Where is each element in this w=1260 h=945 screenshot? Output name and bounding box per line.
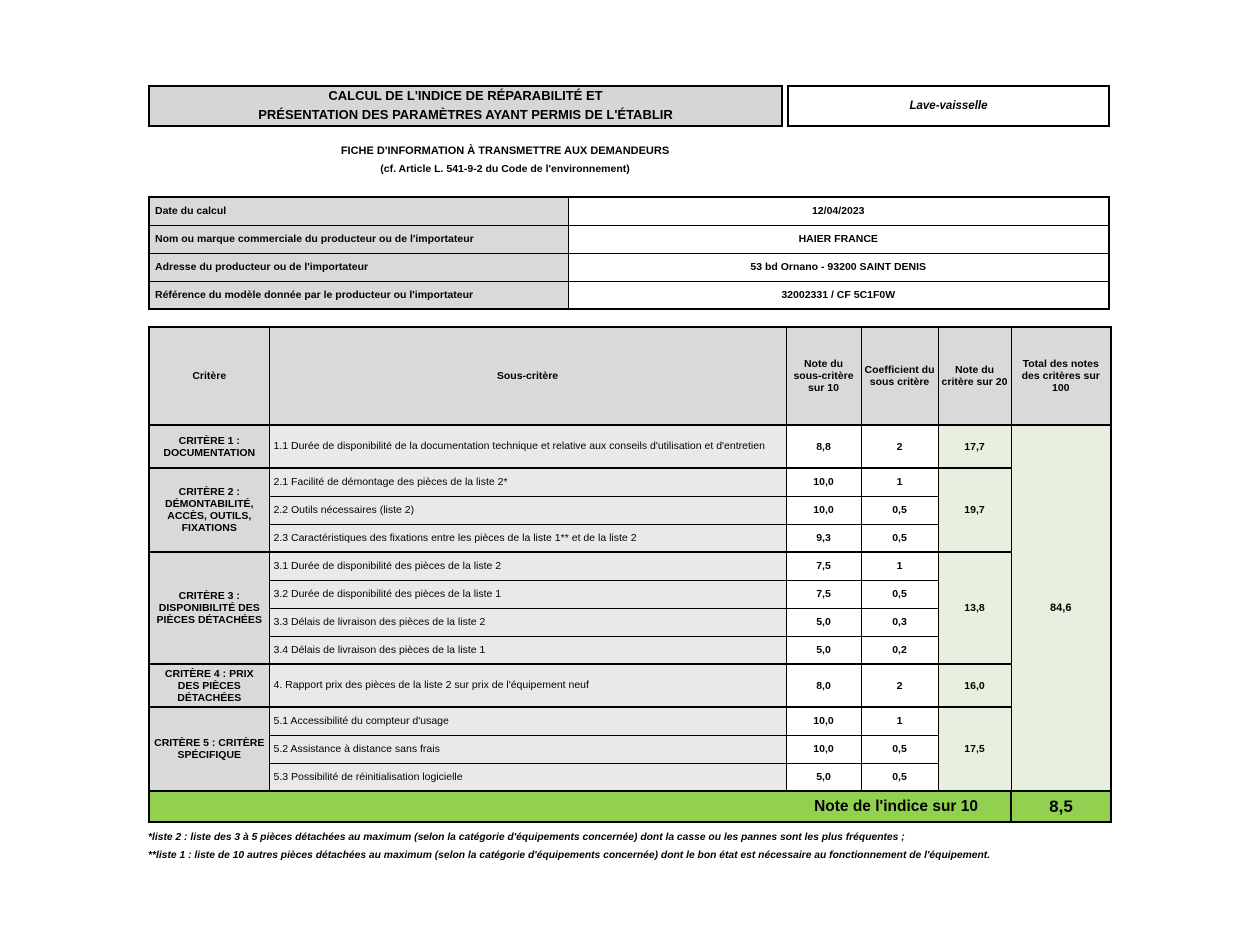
criteria-table: [148, 326, 1112, 823]
info-row: [149, 197, 1109, 225]
sub-criterion-note: 5,0: [786, 763, 861, 791]
sub-criterion-text: 2.1 Facilité de démontage des pièces de la liste 2*: [269, 468, 786, 496]
sub-criterion-coef: 0,3: [861, 608, 938, 636]
document-title-box: [148, 85, 783, 127]
info-label-date: Date du calcul: [149, 197, 568, 225]
document-content: [148, 85, 1110, 865]
sub-criterion-note: 5,0: [786, 636, 861, 664]
subtitle-line1: FICHE D'INFORMATION À TRANSMETTRE AUX DEMANDEURS: [340, 145, 670, 157]
sub-criterion-note: 7,5: [786, 552, 861, 580]
total-notes-100: 84,6: [1011, 425, 1111, 791]
sub-criterion-coef: 1: [861, 468, 938, 496]
sub-criterion-text: 3.3 Délais de livraison des pièces de la liste 2: [269, 608, 786, 636]
header-coefficient: Coefficient du sous critère: [861, 327, 938, 425]
criterion-1-note-20: 17,7: [938, 425, 1011, 468]
sub-criterion-note: 7,5: [786, 580, 861, 608]
info-row: [149, 281, 1109, 309]
sub-criterion-text: 5.2 Assistance à distance sans frais: [269, 735, 786, 763]
header-total-100: Total des notes des critères sur 100: [1011, 327, 1111, 425]
info-label-reference: Référence du modèle donnée par le producteur ou l'importateur: [149, 281, 568, 309]
sub-criterion-note: 8,0: [786, 664, 861, 707]
subtitle-line2: (cf. Article L. 541-9-2 du Code de l'environnement): [380, 163, 630, 175]
sub-criterion-coef: 1: [861, 552, 938, 580]
info-value-address: 53 bd Ornano - 93200 SAINT DENIS: [568, 253, 1109, 281]
sub-criterion-text: 5.1 Accessibilité du compteur d'usage: [269, 707, 786, 735]
sub-criterion-coef: 1: [861, 707, 938, 735]
info-row: [149, 225, 1109, 253]
sub-criterion-text: 3.1 Durée de disponibilité des pièces de la liste 2: [269, 552, 786, 580]
sub-criterion-note: 5,0: [786, 608, 861, 636]
info-value-producer: HAIER FRANCE: [568, 225, 1109, 253]
criterion-5-label: CRITÈRE 5 : CRITÈRE SPÉCIFIQUE: [149, 707, 269, 791]
info-value-date: 12/04/2023: [568, 197, 1109, 225]
header-critere: Critère: [149, 327, 269, 425]
header-note-critere-20: Note du critère sur 20: [938, 327, 1011, 425]
final-score-row: [149, 791, 1111, 822]
sub-criterion-note: 8,8: [786, 425, 861, 468]
criterion-2-note-20: 19,7: [938, 468, 1011, 552]
sub-criterion-coef: 2: [861, 425, 938, 468]
document-header: [148, 85, 1110, 127]
document-subtitle: [148, 145, 862, 175]
criterion-row: [149, 552, 1111, 580]
sub-criterion-coef: 0,5: [861, 496, 938, 524]
info-table: [148, 196, 1110, 310]
sub-criterion-text: 2.3 Caractéristiques des fixations entre les pièces de la liste 1** et de la liste 2: [269, 524, 786, 552]
criterion-row: [149, 468, 1111, 496]
info-value-reference: 32002331 / CF 5C1F0W: [568, 281, 1109, 309]
final-score-value: 8,5: [1011, 791, 1111, 822]
criterion-5-note-20: 17,5: [938, 707, 1011, 791]
sub-criterion-coef: 0,2: [861, 636, 938, 664]
criterion-3-label: CRITÈRE 3 : DISPONIBILITÉ DES PIÈCES DÉTACHÉES: [149, 552, 269, 664]
criterion-row: [149, 664, 1111, 707]
sub-criterion-note: 10,0: [786, 735, 861, 763]
document-title-line1: CALCUL DE L'INDICE DE RÉPARABILITÉ ET: [328, 88, 603, 104]
sub-criterion-coef: 0,5: [861, 763, 938, 791]
criterion-row: [149, 425, 1111, 468]
criterion-3-note-20: 13,8: [938, 552, 1011, 664]
info-label-address: Adresse du producteur ou de l'importateur: [149, 253, 568, 281]
footnote-liste-2: *liste 2 : liste des 3 à 5 pièces détachées au maximum (selon la catégorie d'équipements concernée) dont la casse ou les pannes sont les plus fréquentes ;: [148, 832, 905, 843]
sub-criterion-coef: 2: [861, 664, 938, 707]
document-title-line2: PRÉSENTATION DES PARAMÈTRES AYANT PERMIS DE L'ÉTABLIR: [258, 107, 673, 122]
sub-criterion-coef: 0,5: [861, 580, 938, 608]
sub-criterion-coef: 0,5: [861, 524, 938, 552]
criterion-2-label: CRITÈRE 2 : DÉMONTABILITÉ, ACCÈS, OUTILS, FIXATIONS: [149, 468, 269, 552]
sub-criterion-note: 10,0: [786, 468, 861, 496]
header-sous-critere: Sous-critère: [269, 327, 786, 425]
criterion-4-label: CRITÈRE 4 : PRIX DES PIÈCES DÉTACHÉES: [149, 664, 269, 707]
table-header-row: [149, 327, 1111, 425]
sub-criterion-note: 10,0: [786, 707, 861, 735]
sub-criterion-text: 5.3 Possibilité de réinitialisation logicielle: [269, 763, 786, 791]
footnote-liste-1: **liste 1 : liste de 10 autres pièces détachées au maximum (selon la catégorie d'équipements concernée) dont le bon état est nécessaire au fonctionnement de l'équipement.: [148, 850, 991, 862]
criterion-row: [149, 707, 1111, 735]
sub-criterion-text: 4. Rapport prix des pièces de la liste 2 sur prix de l'équipement neuf: [269, 664, 786, 707]
sub-criterion-text: 3.2 Durée de disponibilité des pièces de la liste 1: [269, 580, 786, 608]
final-score-label: Note de l'indice sur 10: [149, 791, 1011, 822]
sub-criterion-text: 1.1 Durée de disponibilité de la documentation technique et relative aux conseils d'utilisation et d'entretien: [269, 425, 786, 468]
sub-criterion-text: 3.4 Délais de livraison des pièces de la liste 1: [269, 636, 786, 664]
criterion-4-note-20: 16,0: [938, 664, 1011, 707]
info-row: [149, 253, 1109, 281]
product-type-box: Lave-vaisselle: [787, 85, 1110, 127]
footnotes: [148, 829, 1110, 865]
sub-criterion-note: 10,0: [786, 496, 861, 524]
sub-criterion-note: 9,3: [786, 524, 861, 552]
info-label-producer: Nom ou marque commerciale du producteur ou de l'importateur: [149, 225, 568, 253]
sub-criterion-text: 2.2 Outils nécessaires (liste 2): [269, 496, 786, 524]
sub-criterion-coef: 0,5: [861, 735, 938, 763]
criterion-1-label: CRITÈRE 1 : DOCUMENTATION: [149, 425, 269, 468]
header-note-sous-critere: Note du sous-critère sur 10: [786, 327, 861, 425]
